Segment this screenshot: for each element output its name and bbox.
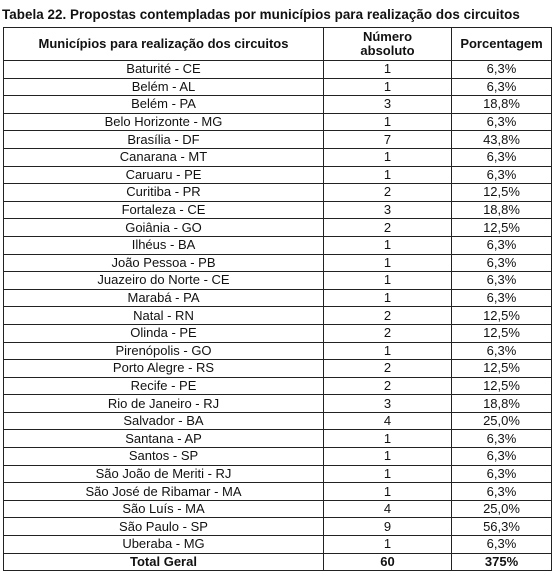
table-row — [4, 96, 552, 114]
cell-municipio: Recife - PE — [4, 377, 324, 395]
cell-municipio: Fortaleza - CE — [4, 201, 324, 219]
cell-numero: 2 — [324, 377, 452, 395]
cell-municipio: Porto Alegre - RS — [4, 360, 324, 378]
cell-municipio: Santos - SP — [4, 448, 324, 466]
cell-numero: 3 — [324, 395, 452, 413]
total-numero: 60 — [324, 553, 452, 571]
table-row — [4, 289, 552, 307]
cell-numero: 2 — [324, 219, 452, 237]
cell-municipio: São João de Meriti - RJ — [4, 465, 324, 483]
total-label: Total Geral — [4, 553, 324, 571]
cell-porcentagem: 12,5% — [452, 377, 552, 395]
cell-numero: 2 — [324, 324, 452, 342]
cell-porcentagem: 12,5% — [452, 307, 552, 325]
table-row — [4, 307, 552, 325]
table-row — [4, 395, 552, 413]
cell-municipio: São José de Ribamar - MA — [4, 483, 324, 501]
cell-numero: 4 — [324, 412, 452, 430]
cell-numero: 1 — [324, 448, 452, 466]
cell-porcentagem: 18,8% — [452, 96, 552, 114]
table-row — [4, 518, 552, 536]
header-numero — [324, 28, 452, 61]
cell-municipio: Brasília - DF — [4, 131, 324, 149]
cell-porcentagem: 25,0% — [452, 412, 552, 430]
header-municipio: Municípios para realização dos circuitos — [4, 28, 324, 61]
cell-numero: 1 — [324, 236, 452, 254]
table-row — [4, 184, 552, 202]
cell-porcentagem: 6,3% — [452, 342, 552, 360]
cell-porcentagem: 6,3% — [452, 254, 552, 272]
cell-numero: 1 — [324, 536, 452, 554]
table-row — [4, 201, 552, 219]
header-row — [4, 28, 552, 61]
header-porcentagem: Porcentagem — [452, 28, 552, 61]
cell-porcentagem: 12,5% — [452, 324, 552, 342]
cell-porcentagem: 6,3% — [452, 430, 552, 448]
cell-numero: 2 — [324, 184, 452, 202]
total-row — [4, 553, 552, 571]
cell-porcentagem: 12,5% — [452, 219, 552, 237]
cell-porcentagem: 56,3% — [452, 518, 552, 536]
table-row — [4, 61, 552, 79]
table-row — [4, 465, 552, 483]
total-porcentagem: 375% — [452, 553, 552, 571]
table-footer — [4, 553, 552, 571]
cell-numero: 1 — [324, 289, 452, 307]
cell-municipio: Baturité - CE — [4, 61, 324, 79]
cell-porcentagem: 6,3% — [452, 289, 552, 307]
cell-porcentagem: 43,8% — [452, 131, 552, 149]
cell-municipio: Santana - AP — [4, 430, 324, 448]
table-row — [4, 377, 552, 395]
table-row — [4, 412, 552, 430]
cell-porcentagem: 6,3% — [452, 166, 552, 184]
table-row — [4, 360, 552, 378]
cell-municipio: Belo Horizonte - MG — [4, 113, 324, 131]
table-row — [4, 254, 552, 272]
table-row — [4, 148, 552, 166]
cell-porcentagem: 6,3% — [452, 465, 552, 483]
table-row — [4, 536, 552, 554]
cell-numero: 1 — [324, 483, 452, 501]
cell-numero: 1 — [324, 430, 452, 448]
table-row — [4, 500, 552, 518]
cell-municipio: Marabá - PA — [4, 289, 324, 307]
cell-porcentagem: 6,3% — [452, 61, 552, 79]
table-row — [4, 324, 552, 342]
table-header — [4, 28, 552, 61]
cell-municipio: Belém - PA — [4, 96, 324, 114]
table-row — [4, 113, 552, 131]
table-row — [4, 236, 552, 254]
cell-porcentagem: 6,3% — [452, 78, 552, 96]
cell-porcentagem: 6,3% — [452, 448, 552, 466]
table-row — [4, 342, 552, 360]
cell-porcentagem: 18,8% — [452, 201, 552, 219]
cell-municipio: Canarana - MT — [4, 148, 324, 166]
table-row — [4, 166, 552, 184]
cell-porcentagem: 6,3% — [452, 148, 552, 166]
cell-municipio: Belém - AL — [4, 78, 324, 96]
cell-porcentagem: 25,0% — [452, 500, 552, 518]
cell-municipio: Natal - RN — [4, 307, 324, 325]
cell-municipio: Juazeiro do Norte - CE — [4, 272, 324, 290]
cell-municipio: Rio de Janeiro - RJ — [4, 395, 324, 413]
cell-municipio: Olinda - PE — [4, 324, 324, 342]
cell-numero: 1 — [324, 61, 452, 79]
cell-porcentagem: 6,3% — [452, 113, 552, 131]
table-row — [4, 430, 552, 448]
table-row — [4, 219, 552, 237]
cell-municipio: João Pessoa - PB — [4, 254, 324, 272]
cell-municipio: Curitiba - PR — [4, 184, 324, 202]
cell-porcentagem: 6,3% — [452, 236, 552, 254]
cell-porcentagem: 6,3% — [452, 483, 552, 501]
cell-numero: 1 — [324, 148, 452, 166]
cell-numero: 1 — [324, 465, 452, 483]
cell-porcentagem: 6,3% — [452, 536, 552, 554]
cell-numero: 1 — [324, 78, 452, 96]
cell-municipio: Salvador - BA — [4, 412, 324, 430]
cell-numero: 4 — [324, 500, 452, 518]
table-title: Tabela 22. Propostas contempladas por municípios para realização dos circuitos — [2, 7, 520, 22]
cell-porcentagem: 12,5% — [452, 360, 552, 378]
proposals-table — [3, 27, 552, 571]
cell-porcentagem: 12,5% — [452, 184, 552, 202]
cell-municipio: Caruaru - PE — [4, 166, 324, 184]
table-body — [4, 61, 552, 554]
cell-numero: 2 — [324, 307, 452, 325]
cell-numero: 2 — [324, 360, 452, 378]
table-row — [4, 272, 552, 290]
cell-municipio: Goiânia - GO — [4, 219, 324, 237]
cell-numero: 3 — [324, 96, 452, 114]
cell-municipio: Pirenópolis - GO — [4, 342, 324, 360]
table-row — [4, 78, 552, 96]
cell-numero: 9 — [324, 518, 452, 536]
cell-municipio: São Luís - MA — [4, 500, 324, 518]
cell-municipio: Ilhéus - BA — [4, 236, 324, 254]
cell-municipio: São Paulo - SP — [4, 518, 324, 536]
cell-numero: 1 — [324, 342, 452, 360]
table-row — [4, 448, 552, 466]
cell-numero: 1 — [324, 113, 452, 131]
table-row — [4, 131, 552, 149]
cell-porcentagem: 18,8% — [452, 395, 552, 413]
header-numero-line1: Número — [362, 29, 413, 44]
table-row — [4, 483, 552, 501]
cell-numero: 7 — [324, 131, 452, 149]
cell-numero: 1 — [324, 272, 452, 290]
cell-porcentagem: 6,3% — [452, 272, 552, 290]
cell-numero: 1 — [324, 166, 452, 184]
cell-municipio: Uberaba - MG — [4, 536, 324, 554]
cell-numero: 1 — [324, 254, 452, 272]
header-numero-line2: absoluto — [360, 43, 415, 58]
cell-numero: 3 — [324, 201, 452, 219]
